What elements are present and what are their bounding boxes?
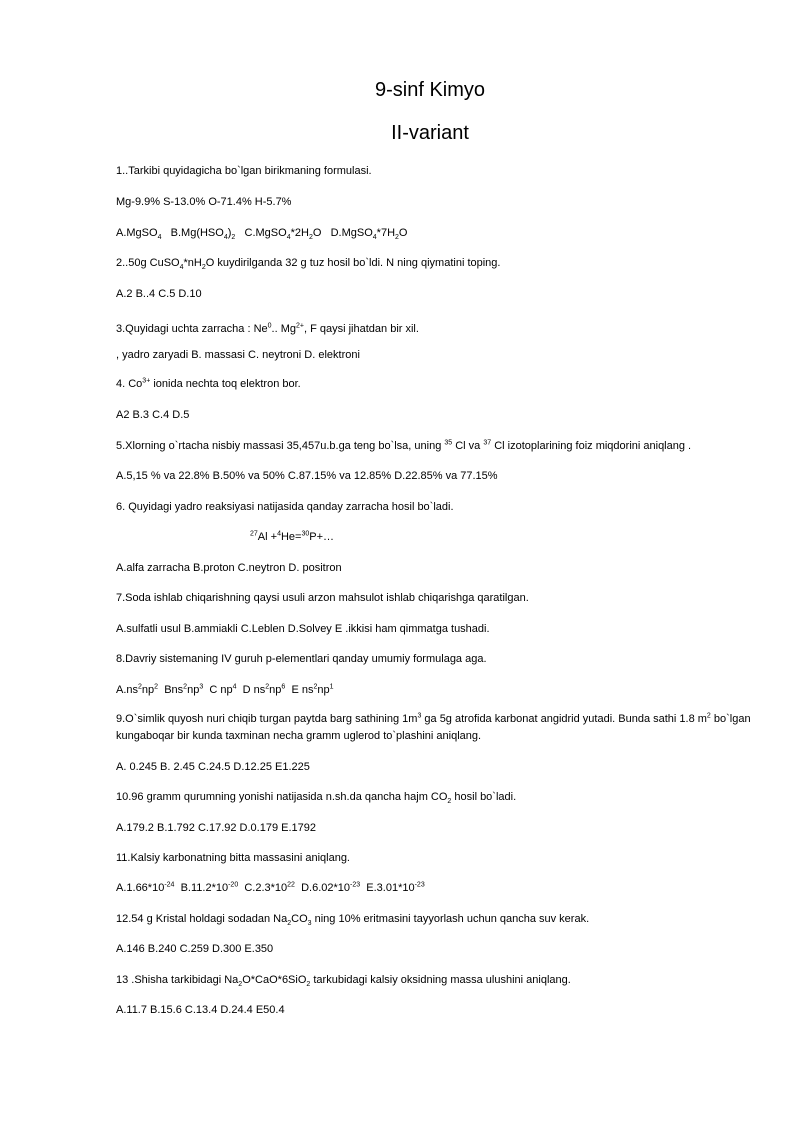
question-2: 2..50g $CuSO_4*nH_2O$ kuydirilganda 32 g tuz hosil bo`ldi. N ning qiymatini toping. [116, 257, 501, 272]
question-9-options: A. 0.245 B. 2.45 C.24.5 D.12.25 E1.225 [116, 761, 310, 773]
question-10-options: A.179.2 B.1.792 C.17.92 D.0.179 E.1792 [116, 822, 316, 834]
question-12-options: A.146 B.240 C.259 D.300 E.350 [116, 943, 274, 955]
question-2-options: A.2 B..4 C.5 D.10 [116, 288, 202, 300]
question-8-options: $A.ns^2np^2$ $Bns^2np^3$ C $np^4$ D $ns^2np^6$ E $ns^2np^1$ [116, 683, 334, 696]
question-5: 5.Xlorning o`rtacha nisbiy massasi 35,457u.b.ga teng bo`lsa, uning $^{35}$ Cl va $^{37}$ Cl izotoplarining foiz miqdorini aniqlang . [116, 439, 692, 452]
question-4-options: A2 B.3 C.4 D.5 [116, 409, 190, 421]
question-1-options: A.MgSO$_4$ $B.Mg(HSO_4)_2$ $C.MgSO_4*2H_2O$ $D.MgSO_4*7H_2O$ [116, 227, 408, 242]
question-12: 12.54 g Kristal holdagi sodadan $Na_2CO_3$ ning 10% eritmasini tayyorlash uchun qancha suv kerak. [116, 913, 590, 928]
question-4: 4. $Co^{3+}$ ionida nechta toq elektron bor. [116, 377, 301, 390]
question-5-options: A.5,15 % va 22.8% B.50% va 50% C.87.15% va 12.85% D.22.85% va 77.15% [116, 470, 498, 482]
question-8: 8.Davriy sistemaning IV guruh p-elementlari qanday umumiy formulaga aga. [116, 653, 487, 665]
question-6-reaction: $^{27}$Al +$^4$He=$^{30}$P+… [250, 530, 335, 543]
question-11-options: $A.1.66*10^{-24}$ $B.11.2*10^{-20}$ $C.2.3*10^{22}$ $D.6.02*10^{-23}$ $E.3.01*10^{-23}$ [116, 881, 425, 894]
question-6-options: A.alfa zarracha B.proton C.neytron D. positron [116, 562, 342, 574]
question-3-options: , yadro zaryadi B. massasi C. neytroni D. elektroni [116, 349, 360, 361]
question-7-options: A.sulfatli usul B.ammiakli C.Leblen D.Solvey E .ikkisi ham qimmatga tushadi. [116, 623, 490, 635]
question-3: 3.Quyidagi uchta zarracha : Ne$^0$.. $Mg^{2+}$, F qaysi jihatdan bir xil. [116, 322, 419, 335]
doc-variant: II-variant [391, 122, 469, 144]
question-7: 7.Soda ishlab chiqarishning qaysi usuli arzon mahsulot ishlab chiqarishga qaratilgan. [116, 592, 529, 604]
question-9: 9.O`simlik quyosh nuri chiqib turgan paytda barg sathining $1m^3$ ga 5g atrofida karbonat angidrid yutadi. Bunda sathi 1.8 $m^2$ bo`lgan kungaboqar bir kunda taxminan necha gramm uglerod to`plashini aniqlang. [116, 712, 751, 742]
question-1: 1..Tarkibi quyidagicha bo`lgan birikmaning formulasi. [116, 165, 372, 177]
question-13: 13 .Shisha tarkibidagi $Na_2O*CaO*6SiO_2$ tarkubidagi kalsiy oksidning massa ulushini aniqlang. [116, 974, 571, 989]
question-13-options: A.11.7 B.15.6 C.13.4 D.24.4 E50.4 [116, 1004, 285, 1016]
question-6: 6. Quyidagi yadro reaksiyasi natijasida qanday zarracha hosil bo`ladi. [116, 501, 454, 513]
doc-title: 9-sinf Kimyo [374, 79, 486, 101]
question-11: 11.Kalsiy karbonatning bitta massasini aniqlang. [116, 852, 350, 864]
question-10: 10.96 gramm qurumning yonishi natijasida n.sh.da qancha hajm $CO_2$ hosil bo`ladi. [116, 791, 517, 806]
question-1-data: Mg-9.9% S-13.0% O-71.4% H-5.7% [116, 196, 292, 208]
